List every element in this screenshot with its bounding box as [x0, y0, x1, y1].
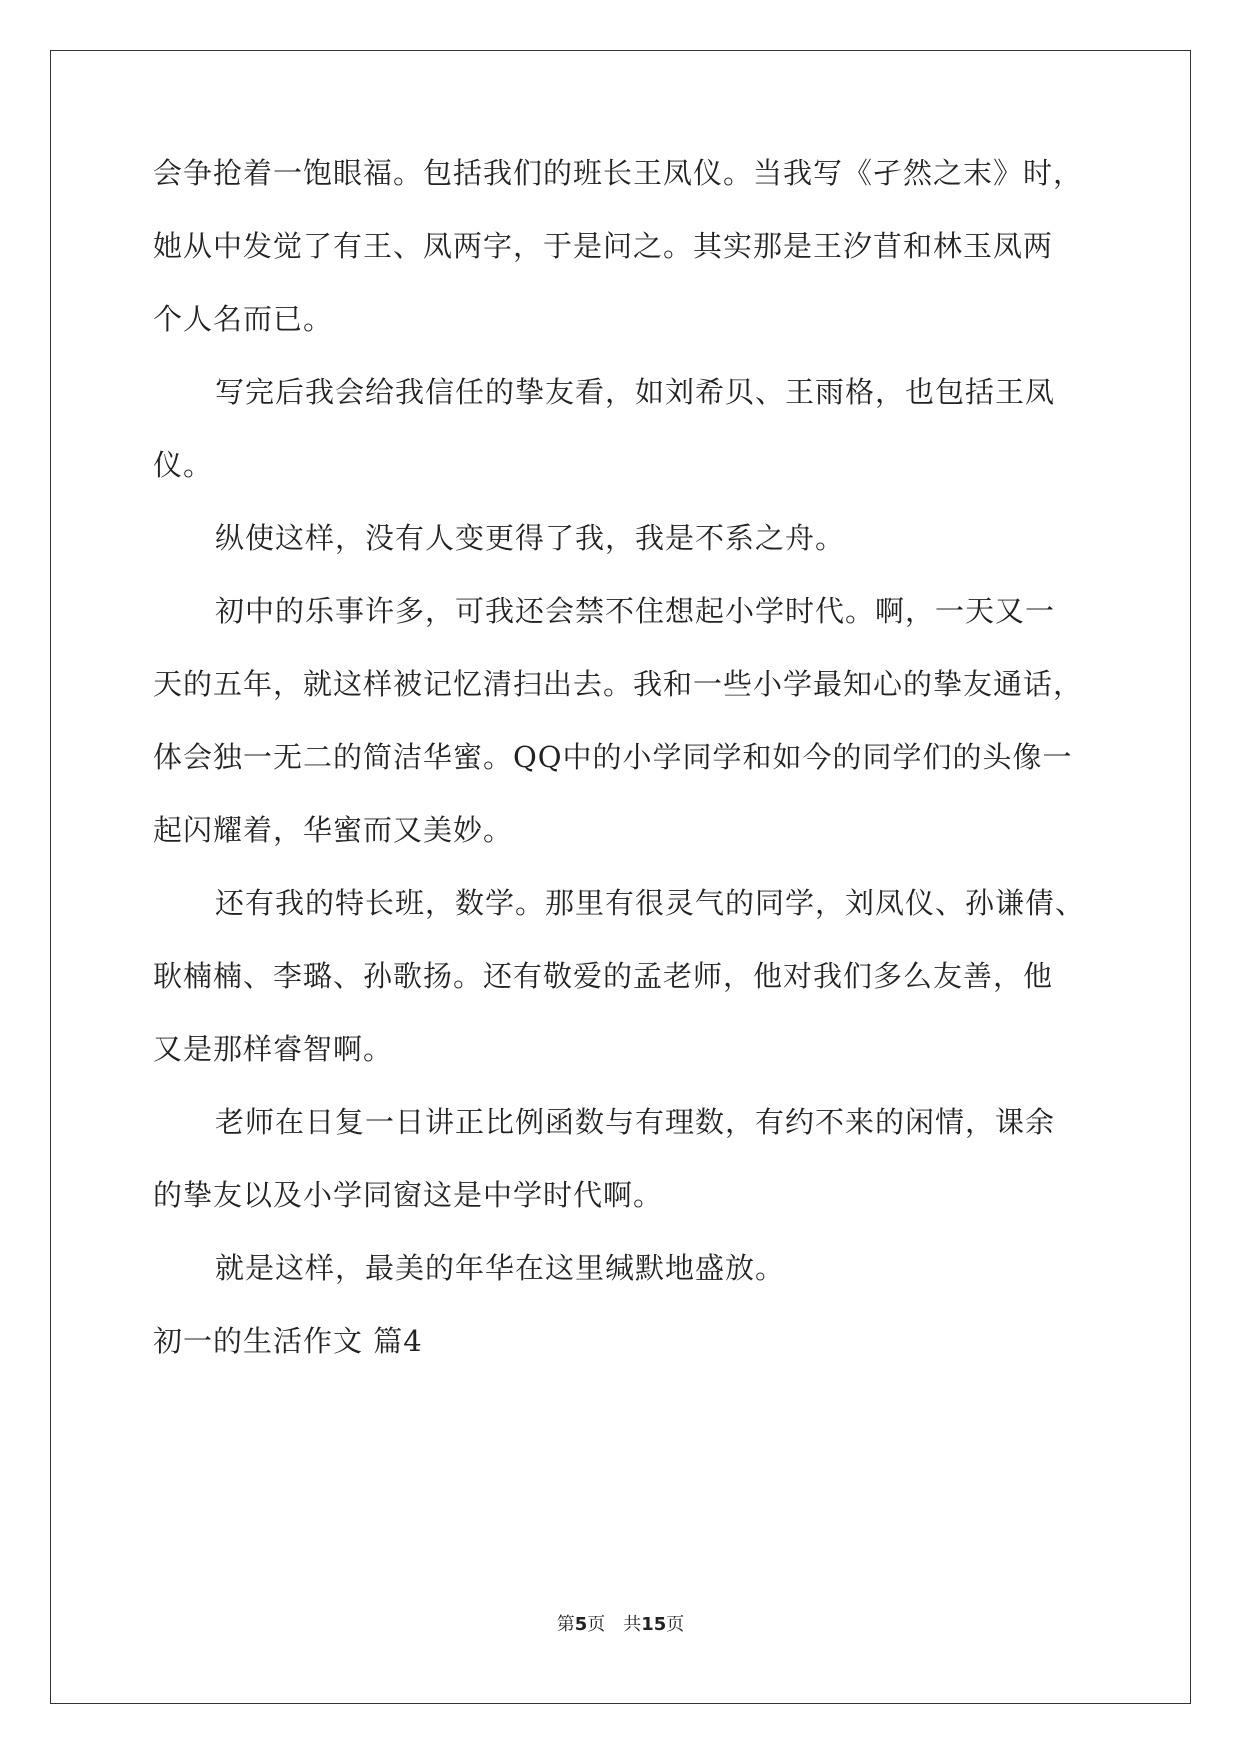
- paragraph-start-line: 老师在日复一日讲正比例函数与有理数，有约不来的闲情，课余: [215, 1105, 1056, 1139]
- paragraph-start-line: 写完后我会给我信任的挚友看，如刘希贝、王雨格，也包括王凤: [215, 375, 1056, 409]
- text-line: 体会独一无二的简洁华蜜。QQ中的小学同学和如今的同学们的头像一: [153, 740, 1073, 774]
- footer-middle: 页 共: [587, 1614, 642, 1635]
- section-heading: 初一的生活作文 篇4: [153, 1324, 423, 1358]
- current-page-number: 5: [574, 1614, 588, 1635]
- text-line: 耿楠楠、李璐、孙歌扬。还有敬爱的孟老师，他对我们多么友善，他: [153, 959, 1054, 993]
- text-line: 仪。: [153, 448, 214, 482]
- page-footer: [0, 1613, 1241, 1637]
- footer-prefix: 第: [556, 1614, 575, 1635]
- text-line: 又是那样睿智啊。: [153, 1032, 394, 1066]
- paragraph-start-line: 纵使这样，没有人变更得了我，我是不系之舟。: [215, 521, 846, 555]
- text-line: 起闪耀着，华蜜而又美妙。: [153, 813, 514, 847]
- paragraph-start-line: 就是这样，最美的年华在这里缄默地盛放。: [215, 1251, 786, 1285]
- paragraph-start-line: 还有我的特长班，数学。那里有很灵气的同学，刘凤仪、孙谦倩、: [215, 886, 1086, 920]
- total-page-number: 15: [641, 1614, 667, 1635]
- footer-suffix: 页: [666, 1614, 685, 1635]
- text-line: 会争抢着一饱眼福。包括我们的班长王凤仪。当我写《孑然之末》时，: [153, 156, 1084, 190]
- page-border: [50, 50, 1191, 1704]
- text-line: 的挚友以及小学同窗这是中学时代啊。: [153, 1178, 664, 1212]
- text-line: 个人名而已。: [153, 302, 334, 336]
- text-line: 天的五年，就这样被记忆清扫出去。我和一些小学最知心的挚友通话，: [153, 667, 1084, 701]
- paragraph-start-line: 初中的乐事许多，可我还会禁不住想起小学时代。啊，一天又一: [215, 594, 1056, 628]
- text-line: 她从中发觉了有王、凤两字，于是问之。其实那是王汐苜和林玉凤两: [153, 229, 1054, 263]
